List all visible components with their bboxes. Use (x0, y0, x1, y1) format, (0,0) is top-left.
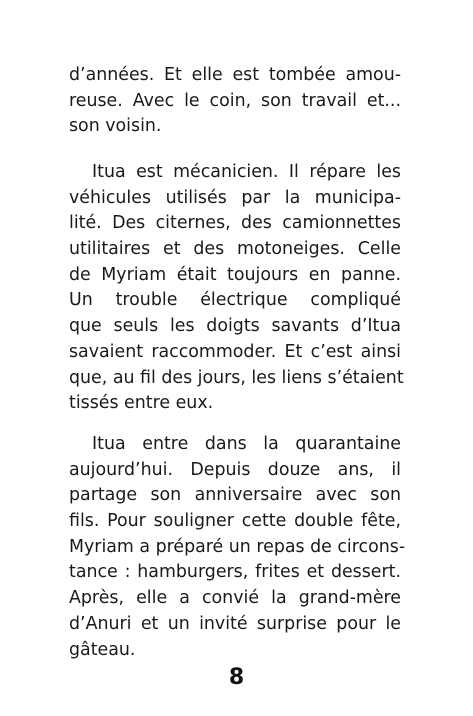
text-line: utilitaires et des motoneiges. Celle (69, 239, 401, 260)
text-line: tissés entre eux. (69, 393, 214, 414)
text-line: Itua est mécanicien. Il répare les (92, 162, 401, 182)
page-number: 8 (228, 665, 245, 690)
text-line: que seuls les doigts savants d’Itua (69, 316, 401, 337)
text-line: de Myriam était toujours en panne. (69, 264, 401, 285)
text-line: partage son anniversaire avec son (69, 485, 401, 506)
paragraph-1 (69, 63, 401, 140)
text-line: fils. Pour souligner cette double fête, (69, 511, 401, 532)
text-line: tance : hamburgers, frites et dessert. (69, 562, 401, 583)
text-line: Myriam a préparé un repas de circons- (69, 536, 406, 557)
text-line: que, au fil des jours, les liens s’étaient (69, 367, 404, 388)
text-line: Après, elle a convié la grand-mère (69, 588, 401, 609)
paragraph-3 (69, 432, 406, 663)
text-line: savaient raccommoder. Et c’est ainsi (69, 341, 401, 362)
text-line: Un trouble électrique compliqué (69, 290, 401, 311)
text-line: lité. Des citernes, des camionnettes (69, 213, 401, 234)
text-line: gâteau. (69, 639, 136, 660)
text-line: Itua entre dans la quarantaine (92, 434, 401, 454)
text-line: d’années. Et elle est tombée amou- (69, 65, 401, 85)
text-line: aujourd’hui. Depuis douze ans, il (69, 459, 401, 480)
text-line: son voisin. (69, 116, 162, 137)
paragraph-2 (69, 160, 404, 417)
text-line: d’Anuri et un invité surprise pour le (69, 613, 401, 634)
text-line: véhicules utilisés par la municipa- (69, 187, 401, 208)
text-line: reuse. Avec le coin, son travail et... (69, 90, 401, 111)
